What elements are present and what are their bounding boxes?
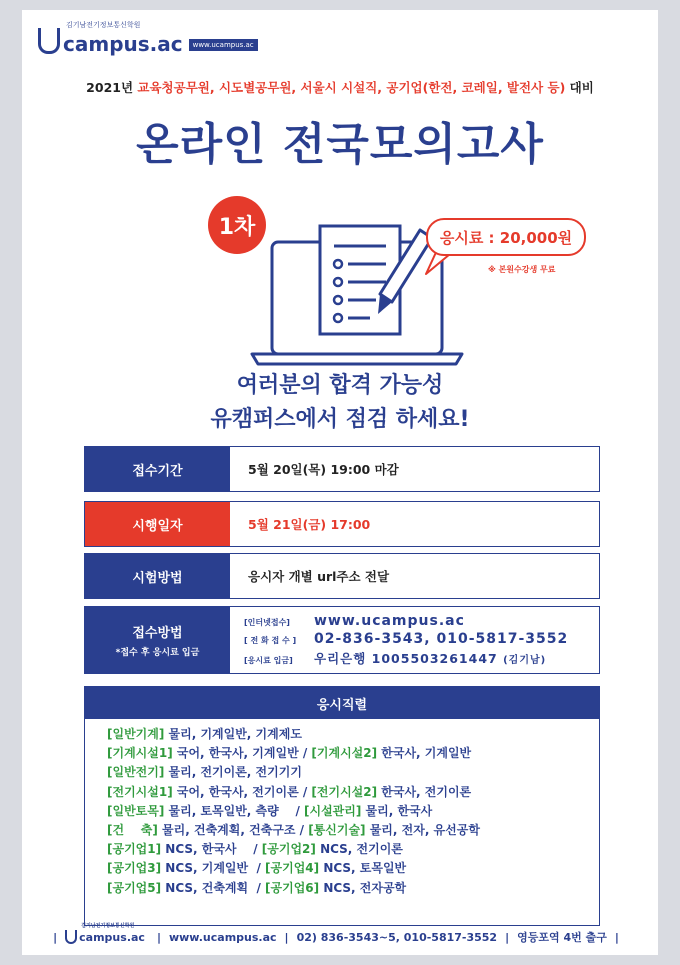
job-series-heading: 응시직렬: [85, 687, 599, 719]
job-series-tag: [기계시설2]: [311, 746, 378, 761]
apply-method-label-box: [85, 607, 230, 673]
job-series-subjects: NCS, 전자공학: [319, 880, 407, 895]
job-series-line: [107, 725, 599, 744]
footer-url[interactable]: www.ucampus.ac: [168, 930, 277, 944]
job-series-box: [84, 686, 600, 926]
exam-method-value: 응시자 개별 url주소 전달: [248, 569, 390, 584]
job-series-subjects: 물리, 한국사: [361, 803, 433, 818]
job-series-subjects: 물리, 전기이론, 전기기기: [164, 765, 302, 780]
job-series-tag: [전기시설2]: [311, 784, 378, 799]
tagline-1: 여러분의 합격 가능성: [236, 373, 444, 398]
job-series-line: [107, 744, 599, 763]
job-series-subjects: 한국사, 기계일반: [377, 746, 472, 761]
footer-location: 영등포역 4번 출구: [517, 931, 607, 944]
job-series-subjects: NCS, 토목일반: [319, 861, 407, 876]
job-series-line: [107, 821, 599, 840]
fee-bubble: 응시료 : 20,000원: [426, 218, 586, 256]
tagline-2: 유캠퍼스에서 점검 하세요!: [210, 407, 470, 432]
footer-u-logo-icon: [65, 930, 77, 944]
bank-account: [314, 649, 546, 667]
footer-sep: |: [284, 930, 289, 944]
exam-date-row: [84, 501, 600, 547]
u-logo-icon: [38, 28, 60, 54]
bank-deposit: [244, 649, 599, 667]
year: 2021년: [86, 80, 134, 95]
job-series-tag: [일반토목]: [107, 803, 165, 818]
register-period-row: [84, 446, 600, 492]
job-series-line: [107, 802, 599, 821]
job-series-subjects: 물리, 건축계획, 건축구조 /: [157, 822, 309, 837]
logo-url: www.ucampus.ac: [189, 39, 258, 51]
exam-method-row: [84, 553, 600, 599]
job-series-subjects: NCS, 건축계획 /: [161, 880, 266, 895]
round-badge: 1차: [208, 196, 266, 254]
exam-method-label: 시험방법: [85, 554, 230, 598]
job-series-line: [107, 763, 599, 782]
exam-date-label: 시행일자: [85, 502, 230, 546]
target-suffix: 대비: [569, 80, 594, 95]
job-series-subjects: 물리, 전자, 유선공학: [365, 822, 480, 837]
job-series-tag: [공기업4]: [265, 861, 320, 876]
phone-numbers: 02-836-3543, 010-5817-3552: [314, 631, 569, 647]
job-series-line: [107, 879, 599, 898]
exam-targets: 교육청공무원, 시도별공무원, 서울시 시설직, 공기업(한전, 코레일, 발전사 등): [137, 80, 566, 95]
footer-brand: campus.ac: [79, 931, 145, 944]
academy-name: 김기남전기정보통신학원: [66, 21, 141, 29]
job-series-tag: [건 축]: [107, 822, 158, 837]
register-period-label: 접수기간: [85, 447, 230, 491]
job-series-line: [107, 783, 599, 802]
poster: [22, 10, 658, 955]
job-series-subjects: NCS, 전기이론: [315, 842, 403, 857]
job-series-tag: [시설관리]: [304, 803, 362, 818]
apply-method-label: 접수방법: [132, 626, 183, 641]
footer-phone: 02) 836-3543~5, 010-5817-3552: [296, 930, 498, 944]
internet-tag: [인터넷접수]: [244, 618, 290, 627]
apply-method-sublabel: *접수 후 응시료 입금: [115, 648, 200, 658]
job-series-line: [107, 840, 599, 859]
footer: [0, 923, 680, 946]
job-series-tag: [공기업3]: [107, 861, 162, 876]
job-series-line: [107, 859, 599, 878]
bank-tag: [응시료 입금]: [244, 656, 293, 665]
footer-bar-left: |: [53, 930, 58, 944]
footer-bar-right: |: [614, 930, 619, 944]
apply-method-row: [84, 606, 600, 674]
job-series-subjects: 한국사, 전기이론: [377, 784, 472, 799]
job-series-tag: [공기업2]: [261, 842, 316, 857]
job-series-subjects: NCS, 한국사 /: [161, 842, 262, 857]
job-series-tag: [전기시설1]: [107, 784, 173, 799]
footer-sep: |: [156, 930, 161, 944]
job-series-tag: [일반기계]: [107, 727, 165, 741]
phone-apply: [244, 631, 599, 647]
job-series-tag: [공기업1]: [107, 842, 162, 857]
job-series-subjects: 물리, 기계일반, 기계제도: [164, 727, 302, 741]
logo-brand: campus.ac: [63, 32, 183, 56]
job-series-tag: [일반전기]: [107, 765, 165, 780]
apply-method-details: [230, 607, 599, 673]
logo[interactable]: [38, 28, 258, 54]
bank-holder: (김기남): [503, 655, 547, 666]
footer-logo[interactable]: [65, 923, 145, 944]
job-series-list: [85, 719, 599, 898]
job-series-subjects: 국어, 한국사, 기계일반 /: [172, 746, 312, 761]
phone-tag: [ 전 화 접 수 ]: [244, 636, 297, 645]
footer-academy: 김기남전기정보통신학원: [81, 923, 135, 929]
internet-apply: [244, 613, 599, 629]
job-series-tag: [공기업5]: [107, 880, 162, 895]
internet-url[interactable]: www.ucampus.ac: [314, 613, 465, 629]
job-series-subjects: 물리, 토목일반, 측량 /: [164, 803, 305, 818]
job-series-tag: [공기업6]: [265, 880, 320, 895]
page-title: 온라인 전국모의고사: [136, 119, 544, 170]
register-period-value: 5월 20일(목) 19:00 마감: [248, 462, 399, 477]
job-series-tag: [통신기술]: [308, 822, 366, 837]
job-series-tag: [기계시설1]: [107, 746, 173, 761]
exam-target-line: [22, 78, 658, 96]
job-series-subjects: 국어, 한국사, 전기이론 /: [172, 784, 312, 799]
footer-sep: |: [505, 930, 510, 944]
bank-account-number: 우리은행 1005503261447: [314, 651, 498, 666]
exam-date-value: 5월 21일(금) 17:00: [248, 517, 371, 532]
fee-note: ※ 본원수강생 무료: [488, 265, 556, 274]
job-series-subjects: NCS, 기계일반 /: [161, 861, 266, 876]
